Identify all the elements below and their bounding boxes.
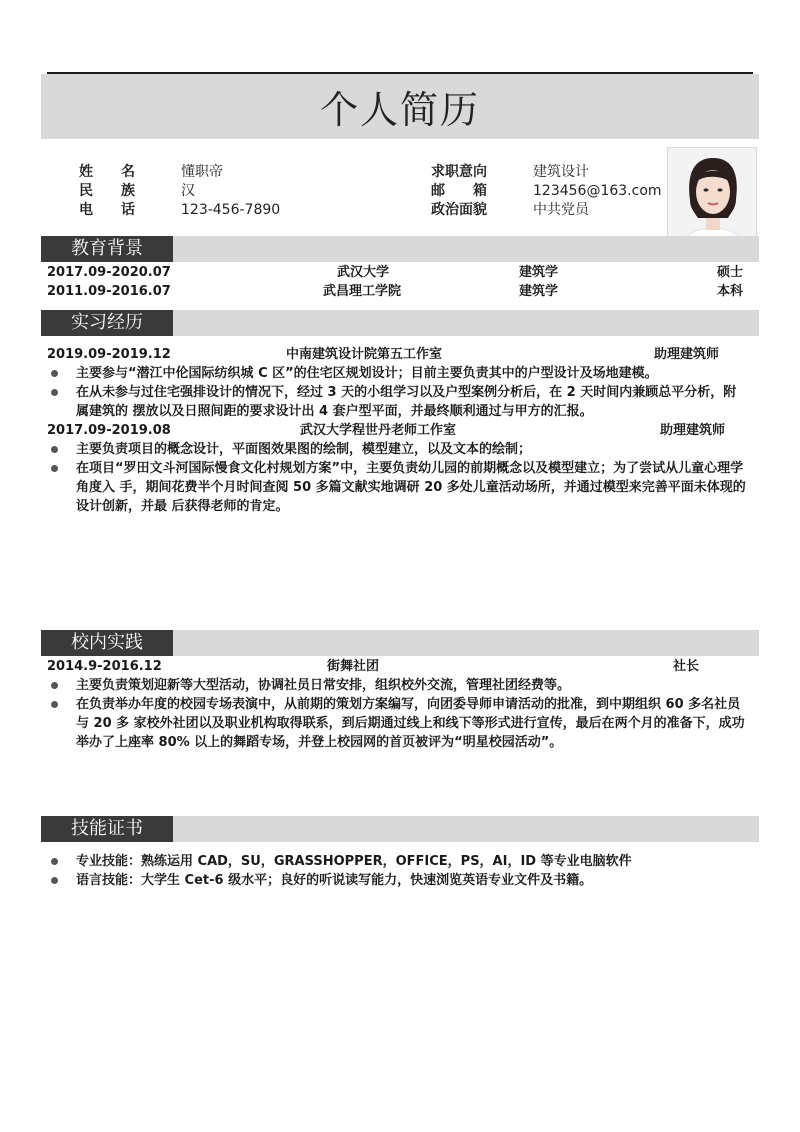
campus-heading: 校内实践 [41,630,173,656]
bullet-icon [51,877,58,884]
title-bar [41,74,759,139]
skills-heading: 技能证书 [41,816,173,842]
ethnic-label: 民 族 [79,183,135,199]
name-label: 姓 名 [79,164,135,180]
bullet-icon [51,389,58,396]
email-label: 邮 箱 [431,183,487,199]
phone-label: 电 话 [79,202,135,218]
political-label: 政治面貌 [431,202,487,218]
job-org-1: 中南建筑设计院第五工作室 [286,347,443,362]
info-right [431,163,662,220]
job-2-bullet-1: 主要负责项目的概念设计，平面图效果图的绘制，模型建立，以及文本的绘制； [76,442,532,457]
job-role-2: 助理建筑师 [660,423,726,438]
intent-value: 建筑设计 [533,164,589,180]
campus-bullet-2: 在负责举办年度的校园专场表演中，从前期的策划方案编写，向团委导师申请活动的批准，到中期组织 60 多名社员与 20 多 家校外社团以及职业机构取得联系，到后期通过线上和线下等形式进行宣传，最后在两个月的准备下，成功举办了上座率 80% 以上的舞蹈专场，并登上校园网的首页被评为“明星校园活动”。 [76,697,745,750]
campus-date: 2014.9-2016.12 [47,659,162,674]
edu-degree-2: 本科 [717,284,744,299]
skill-bullet-2: 语言技能：大学生 Cet-6 级水平；良好的听说读写能力，快速浏览英语专业文件及书籍。 [76,873,593,888]
bullet-icon [51,465,58,472]
job-date-1: 2019.09-2019.12 [47,347,171,362]
job-date-2: 2017.09-2019.08 [47,423,171,438]
internship-heading: 实习经历 [41,310,173,336]
bullet-icon [51,682,58,689]
page-title: 个人简历 [319,88,480,132]
info-left [79,163,280,220]
phone-value: 123-456-7890 [181,202,281,218]
job-1-bullet-1: 主要参与“潜江中伦国际纺织城 C 区”的住宅区规划设计；目前主要负责其中的户型设计及场地建模。 [76,366,658,381]
job-2-bullet-2: 在项目“罗田文斗河国际慢食文化村规划方案”中，主要负责幼儿园的前期概念以及模型建立；为了尝试从儿童心理学角度入 手，期间花费半个月时间查阅 50 多篇文献实地调研 20 多处儿童活动场所，并通过模型来完善平面未体现的设计创新，并最 后获得老师的肯定。 [76,461,746,514]
campus-bullet-1: 主要负责策划迎新等大型活动，协调社员日常安排，组织校外交流，管理社团经费等。 [76,678,571,693]
campus-role: 社长 [673,659,700,674]
edu-school-2: 武昌理工学院 [323,284,402,299]
edu-major-1: 建筑学 [519,265,559,280]
edu-date-1: 2017.09-2020.07 [47,265,171,280]
edu-school-1: 武汉大学 [337,265,390,280]
bullet-icon [51,370,58,377]
job-role-1: 助理建筑师 [654,347,720,362]
campus-org: 街舞社团 [327,659,380,674]
education-heading: 教育背景 [41,236,173,262]
job-org-2: 武汉大学程世丹老师工作室 [300,423,457,438]
bullet-icon [51,701,58,708]
edu-date-2: 2011.09-2016.07 [47,284,171,299]
job-1-bullet-2: 在从未参与过住宅强排设计的情况下，经过 3 天的小组学习以及户型案例分析后，在 2 天时间内兼顾总平分析，附属建筑的 摆放以及日照间距的要求设计出 4 套户型平面，并最终顺利通过与甲方的汇报。 [76,385,737,419]
edu-major-2: 建筑学 [519,284,559,299]
skill-bullet-1: 专业技能：熟练运用 CAD，SU，GRASSHOPPER，OFFICE，PS，AI，ID 等专业电脑软件 [76,854,632,869]
political-value: 中共党员 [533,202,589,218]
bullet-icon [51,858,58,865]
bullet-icon [51,446,58,453]
edu-degree-1: 硕士 [717,265,744,280]
name-value: 懂职帝 [181,164,223,180]
intent-label: 求职意向 [431,164,487,180]
ethnic-value: 汉 [181,183,195,199]
email-value: 123456@163.com [533,183,662,199]
